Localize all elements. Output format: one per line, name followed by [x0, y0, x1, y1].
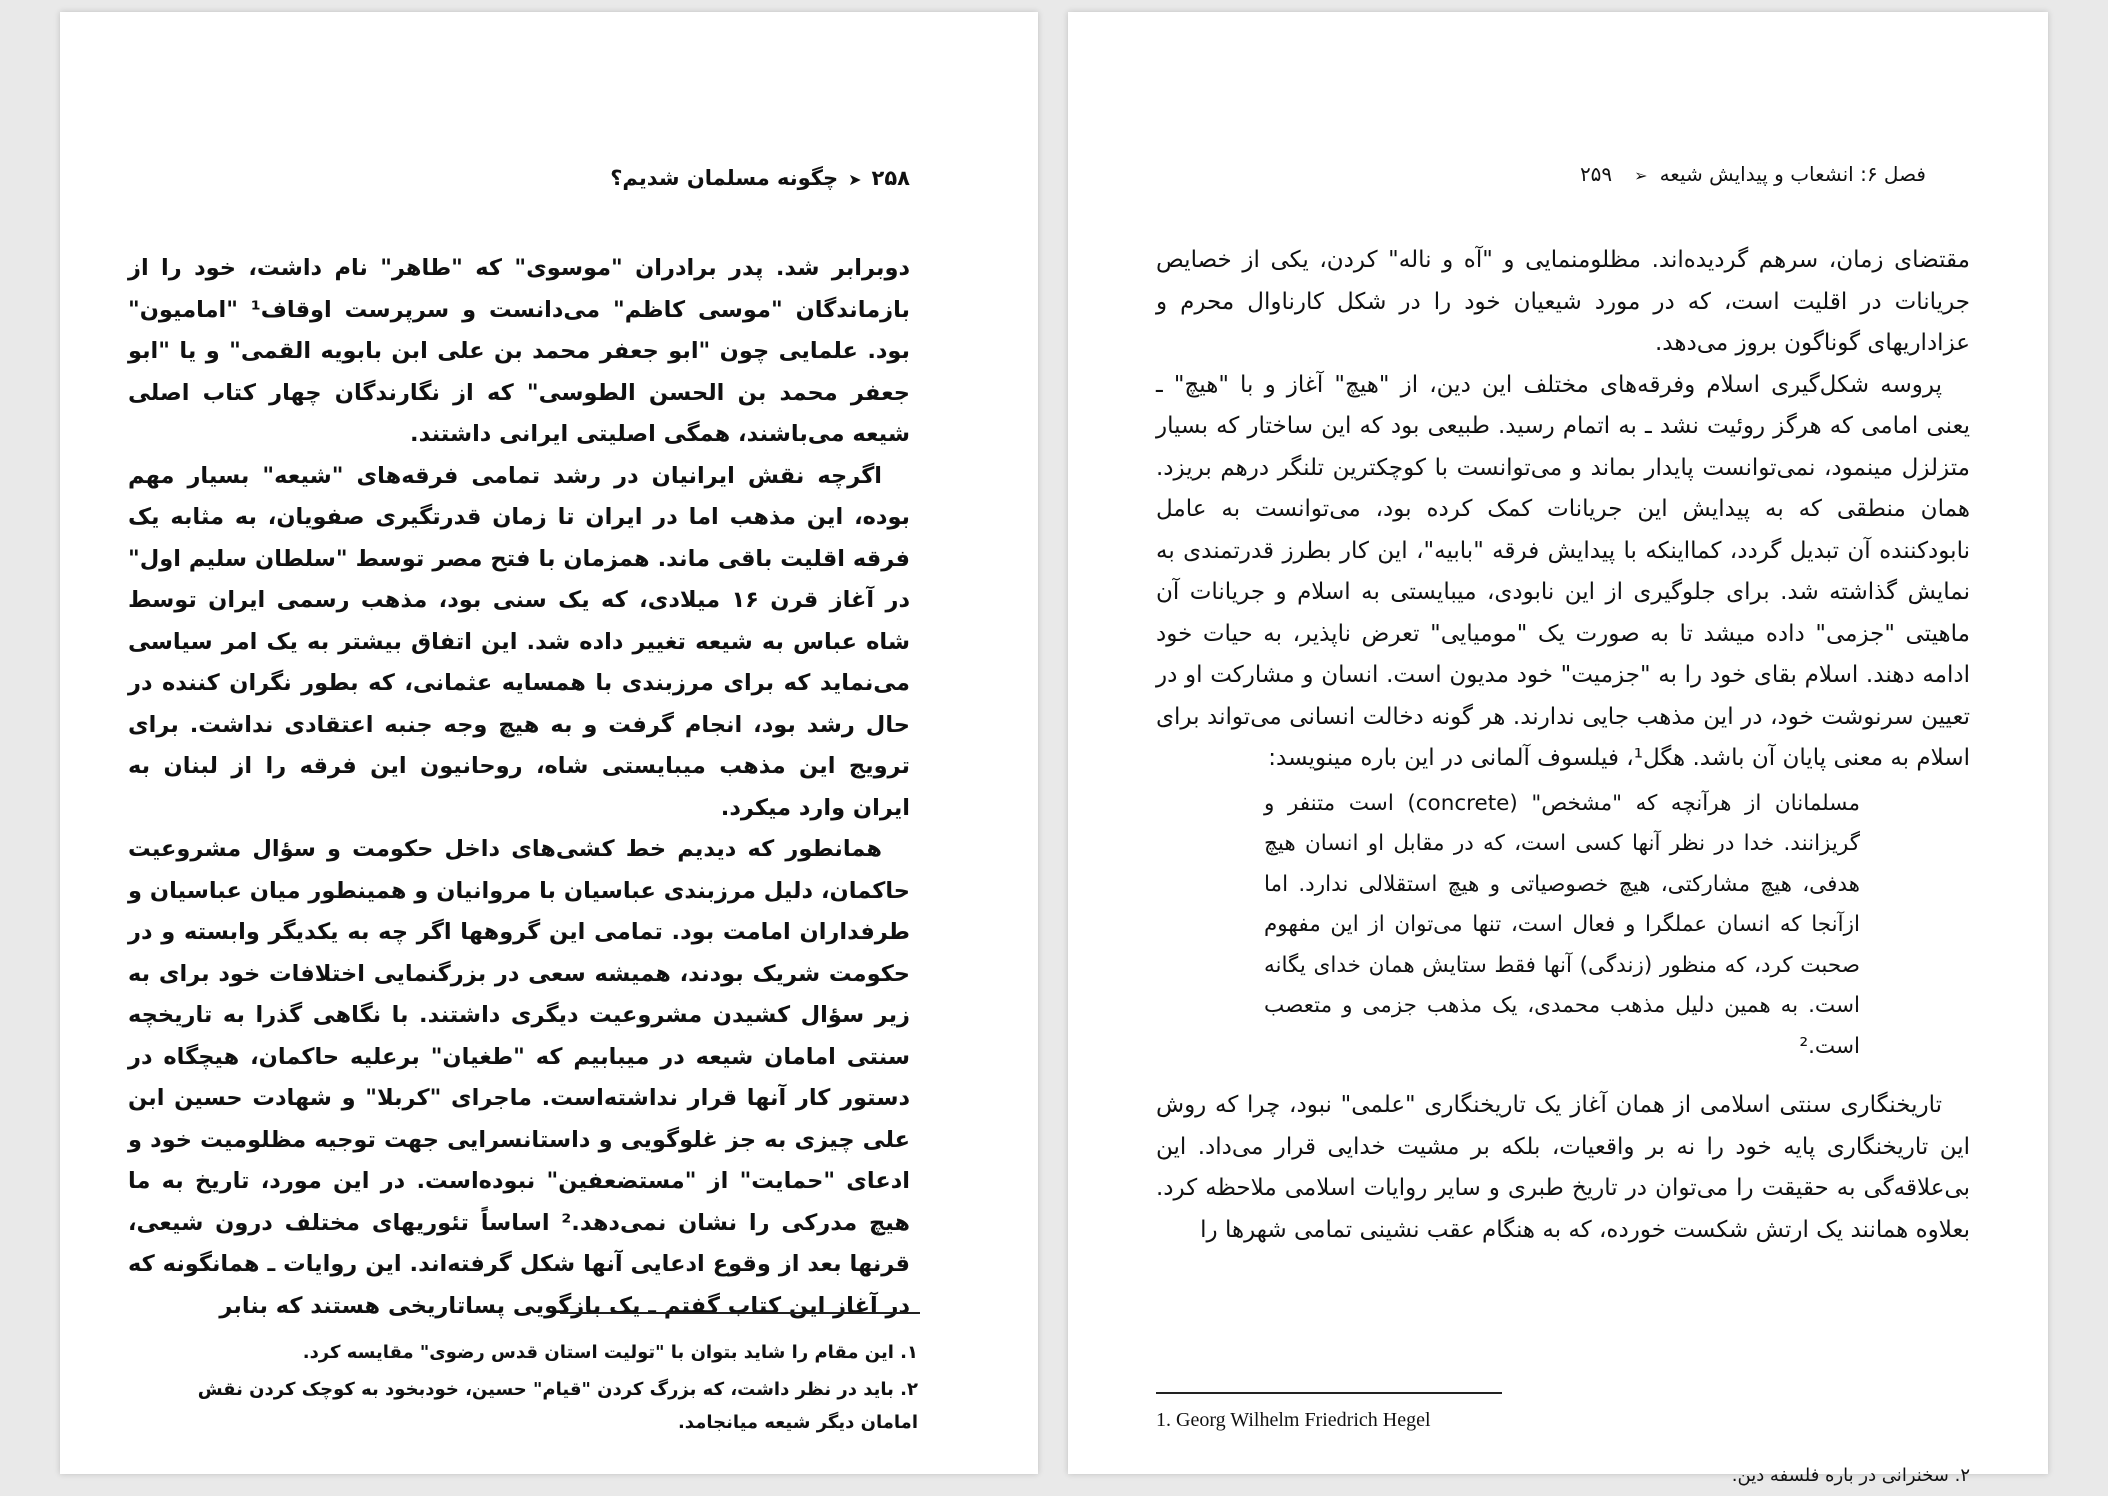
- footnotes: [170, 1336, 918, 1443]
- paragraph: پروسه شکل‌گیری اسلام وفرقه‌های مختلف این دین، از "هیچ" آغاز و با "هیچ" ـ یعنی امامی که هرگز روئیت نشد ـ به اتمام رسید. طبیعی بود که این ساختار که بسیار متزلزل مینمود، نمی‌توانست پایدار بماند و می‌توانست با کوچکترین تلنگر درهم بریزد. همان منطقی که به پیدایش این جریانات کمک کرده بود، می‌توانست به عامل نابودکننده آن تبدیل گردد، کمااینکه با پیدایش فرقه "بابیه"، این کار بطرز قدرتمندی به نمایش گذاشته شد. برای جلوگیری از این نابودی، میبایستی به اسلام و جریانات آن ماهیتی "جزمی" داده میشد تا به صورت یک "مومیایی" تعرض ناپذیر، به حیات خود ادامه دهند. اسلام بقای خود را به "جزمیت" خود مدیون است. انسان و مشارکت او در تعیین سرنوشت خود، در این مذهب جایی ندارند. هر گونه دخالت انسانی می‌تواند برای اسلام به معنی پایان آن باشد. هگل¹، فیلسوف آلمانی در این باره مینویسد:: [1156, 371, 1970, 771]
- paragraph: مقتضای زمان، سرهم گردیده‌اند. مظلومنمایی و "آه و ناله" کردن، یکی از خصایص جریانات در اقلیت است، که در مورد شیعیان خود را در شکل کارناوال محرم و عزاداریهای گوناگون بروز می‌دهد.: [1156, 247, 1970, 356]
- running-title: چگونه مسلمان شدیم؟: [610, 166, 839, 190]
- block-quote: مسلمانان از هرآنچه که "مشخص" (concrete) است متنفر و گریزانند. خدا در نظر آنها کسی است، که در مقابل او انسان هیچ هدفی، هیچ مشارکتی، هیچ خصوصیاتی و هیچ استقلالی ندارد. اما ازآنجا که انسان عملگرا و فعال است، تنها می‌توان از این مفهوم صحبت کرد، که منظور (زندگی) آنها فقط ستایش همان خدای یگانه است. به همین دلیل مذهب محمدی، یک مذهب جزمی و متعصب است.²: [1264, 790, 1860, 1059]
- footnote-rule: [560, 1312, 920, 1314]
- paragraph: تاریخنگاری سنتی اسلامی از همان آغاز یک تاریخنگاری "علمی" نبود، چرا که روش این تاریخنگاری پایه خود را نه بر واقعیات، بلکه بر مشیت خدایی قرار می‌داد. این بی‌علاقه‌گی به حقیقت را می‌توان در تاریخ طبری و سایر روایات اسلامی ملاحظه کرد. بعلاوه همانند یک ارتش شکست خورده، که به هنگام عقب نشینی تمامی شهرها را: [1156, 1092, 1970, 1243]
- running-title: فصل ۶: انشعاب و پیدایش شیعه: [1659, 162, 1926, 186]
- paragraph: همانطور که دیدیم خط کشی‌های داخل حکومت و سؤال مشروعیت حاکمان، دلیل مرزبندی عباسیان با مروانیان و همینطور میان عباسیان و طرفداران امامت بود. تمامی این گروهها اگر چه به یکدیگر وابسته و در حکومت شریک بودند، همیشه سعی در بزرگنمایی اختلافات خود برای به زیر سؤال کشیدن مشروعیت دیگری داشتند. با نگاهی گذرا به تاریخچه سنتی امامان شیعه در میبابیم که "طغیان" برعلیه حاکمان، هیچگاه در دستور کار آنها قرار نداشته‌است. ماجرای "کربلا" و شهادت حسین ابن علی چیزی به جز غلوگویی و داستانسرایی جهت توجیه مظلومیت خود و ادعای "حمایت" از "مستضعفین" نبوده‌است. در این مورد، تاریخ به ما هیچ مدرکی را نشان نمی‌دهد.² اساساً تئوریهای مختلف درون شیعی، قرنها بعد از وقوع ادعایی آنها شکل گرفته‌اند. این روایات ـ همانگونه که در آغاز این کتاب گفتم ـ یک بازگویی پساتاریخی هستند که بنابر: [128, 836, 910, 1319]
- footnote: ۲. سخنرانی در باره فلسفه دین.: [1731, 1465, 1970, 1486]
- header-arrow-icon: ➤: [848, 170, 862, 189]
- footnote: ۲. باید در نظر داشت، که بزرگ کردن "قیام" حسین، خودبخود به کوچک کردن نقش امامان دیگر شیعه میانجامد.: [197, 1379, 918, 1433]
- page-number: ۲۵۹: [1579, 162, 1613, 186]
- page-header: [1570, 162, 1926, 186]
- footnote: 1. Georg Wilhelm Friedrich Hegel: [1156, 1409, 1431, 1431]
- header-arrow-icon: ➢: [1634, 166, 1648, 185]
- page-number: ۲۵۸: [871, 166, 910, 190]
- left-page: [60, 12, 1038, 1474]
- footnote: ۱. این مقام را شاید بتوان با "تولیت استان قدس رضوی" مقایسه کرد.: [302, 1342, 918, 1363]
- body-text: [128, 248, 910, 1327]
- body-text: [1156, 240, 1970, 1251]
- page-header: [610, 166, 910, 190]
- footnote-rule: [1156, 1392, 1502, 1394]
- right-page: [1068, 12, 2048, 1486]
- footnotes: [1156, 1404, 1970, 1496]
- paragraph: دوبرابر شد. پدر برادران "موسوی" که "طاهر" نام داشت، خود را از بازماندگان "موسی کاظم" می‌دانست و سرپرست اوقاف¹ "امامیون" بود. علمایی چون "ابو جعفر محمد بن علی ابن بابویه القمی" و یا "ابو جعفر محمد بن الحسن الطوسی" که از نگارندگان چهار کتاب اصلی شیعه می‌باشند، همگی اصلیتی ایرانی داشتند.: [128, 255, 910, 447]
- paragraph: اگرچه نقش ایرانیان در رشد تمامی فرقه‌های "شیعه" بسیار مهم بوده، این مذهب اما در ایران تا زمان قدرتگیری صفویان، به مثابه یک فرقه اقلیت باقی ماند. همزمان با فتح مصر توسط "سلطان سلیم اول" در آغاز قرن ۱۶ میلادی، که یک سنی بود، مذهب رسمی ایران توسط شاه عباس به شیعه تغییر داده شد. این اتفاق بیشتر به یک امر سیاسی می‌نماید که برای مرزبندی با همسایه عثمانی، که بطور نگران کننده در حال رشد بود، انجام گرفت و به هیچ وجه جنبه اعتقادی نداشت. برای ترویج این مذهب میبایستی شاه، روحانیون این فرقه را از لبنان به ایران وارد میکرد.: [128, 462, 910, 821]
